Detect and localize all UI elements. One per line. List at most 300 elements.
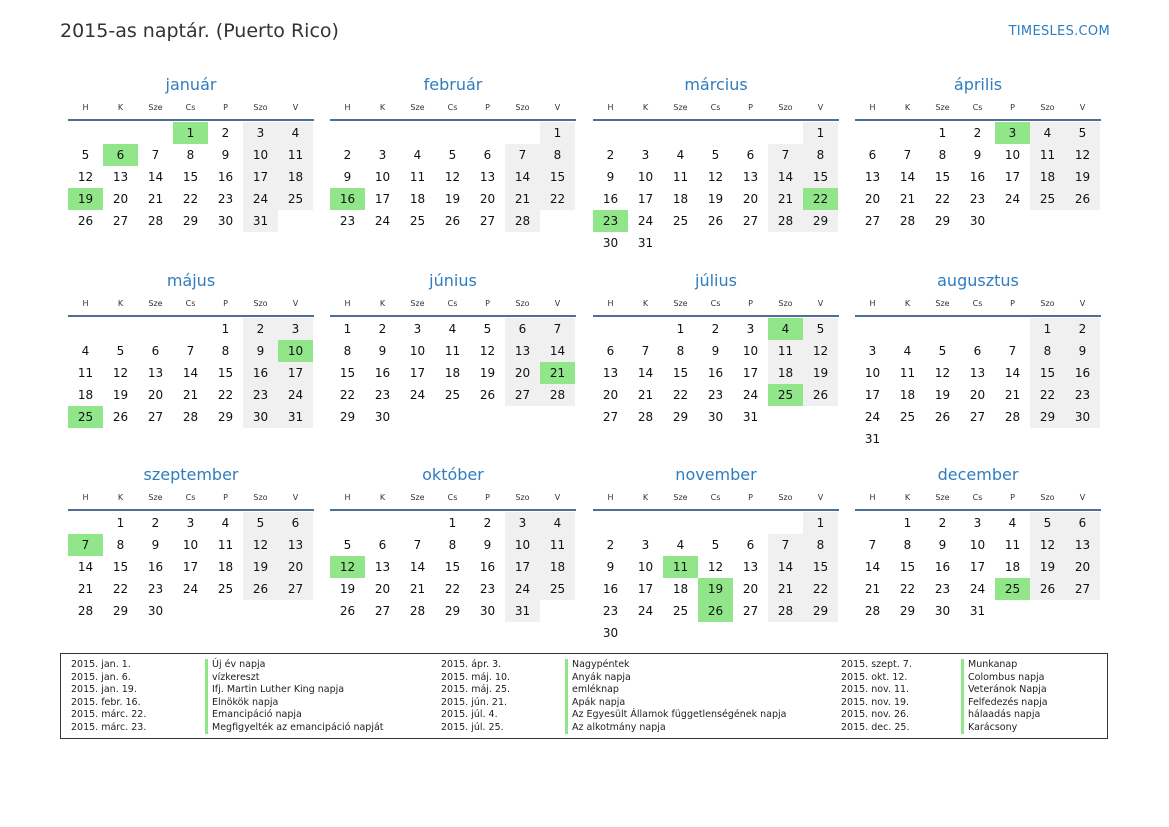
day-cell: 9 [378,344,387,358]
day-cell: 25 [672,604,689,618]
empty-cell [768,512,803,534]
day-cell: 16 [147,560,164,574]
day-cell: 31 [637,236,654,250]
empty-cell [365,512,400,534]
holiday-dates-column [841,659,912,734]
month-name: szeptember [143,465,239,484]
empty-cell [400,122,435,144]
month-name: június [429,271,477,290]
day-cell: 26 [339,604,356,618]
weekday-label: H [344,102,351,112]
day-cell: 28 [409,604,426,618]
empty-cell [470,122,505,144]
day-cell: 9 [938,538,947,552]
month-divider [68,509,314,511]
weekday-label: Sze [410,298,425,308]
day-grid [68,122,314,232]
day-cell: 27 [147,410,164,424]
day-cell: 25 [444,388,461,402]
day-cell: 22 [112,582,129,596]
weekday-label: H [82,102,89,112]
day-cell: 28 [505,210,540,232]
day-cell: 16 [479,560,496,574]
day-cell: 23 [1065,384,1100,406]
weekday-label: Cs [185,102,196,112]
day-cell: 29 [217,410,234,424]
day-cell: 8 [1030,340,1065,362]
day-cell: 5 [81,148,90,162]
empty-cell [733,512,768,534]
empty-cell [593,512,628,534]
day-cell: 10 [637,170,654,184]
weekday-label: V [554,298,561,308]
weekday-label: Sze [935,492,950,502]
weekday-label: V [817,102,824,112]
day-cell: 27 [1065,578,1100,600]
month-divider [68,119,314,121]
day-cell: 3 [641,538,650,552]
holiday-dates-column [71,659,146,734]
day-cell: 8 [676,344,685,358]
empty-cell [698,512,733,534]
day-cell: 28 [768,210,803,232]
weekday-label: P [485,102,490,112]
weekday-label: Cs [185,492,196,502]
day-cell: 24 [864,410,881,424]
weekday-label: K [379,298,386,308]
holiday-name: emléknap [565,684,786,697]
day-cell: 12 [243,534,278,556]
weekday-label: V [817,298,824,308]
day-cell: 14 [864,560,881,574]
day-cell: 18 [278,166,313,188]
weekday-label: P [223,102,228,112]
day-cell: 15 [540,166,575,188]
empty-cell [890,122,925,144]
month-name: július [695,271,737,290]
month-name: október [422,465,484,484]
day-cell: 21 [864,582,881,596]
weekday-label: Sze [935,298,950,308]
day-cell: 13 [602,366,619,380]
day-cell: 3 [413,322,422,336]
day-cell: 22 [540,188,575,210]
day-cell: 9 [151,538,160,552]
month-divider [855,509,1101,511]
day-cell: 12 [479,344,496,358]
day-cell: 26 [1065,188,1100,210]
day-cell: 30 [602,626,619,640]
day-cell: 3 [186,516,195,530]
day-cell: 9 [221,148,230,162]
day-cell: 2 [973,126,982,140]
weekday-label: K [904,298,911,308]
weekday-label: H [607,102,614,112]
holiday-date: 2015. jan. 6. [71,671,131,683]
weekday-label: Cs [447,492,458,502]
day-cell: 22 [672,388,689,402]
weekday-label: H [607,492,614,502]
holiday-name: Nagypéntek [565,659,786,672]
day-cell: 18 [899,388,916,402]
holiday-date: 2015. jan. 1. [71,659,131,670]
empty-cell [68,122,103,144]
day-cell: 5 [1030,512,1065,534]
weekday-label: Sze [410,492,425,502]
day-cell: 25 [1030,188,1065,210]
day-cell: 25 [672,214,689,228]
empty-cell [505,122,540,144]
day-cell: 24 [278,384,313,406]
day-cell: 4 [676,148,685,162]
day-cell: 12 [112,366,129,380]
day-cell: 11 [1004,538,1021,552]
month-name: február [423,75,483,94]
day-cell: 29 [803,600,838,622]
day-cell: 3 [746,322,755,336]
empty-cell [733,122,768,144]
day-cell: 10 [505,534,540,556]
day-cell: 19 [1030,556,1065,578]
weekday-label: V [817,492,824,502]
day-cell: 13 [864,170,881,184]
day-cell: 8 [448,538,457,552]
day-cell: 21 [147,192,164,206]
empty-cell [890,318,925,340]
day-cell: 10 [409,344,426,358]
holiday-date: 2015. nov. 11. [841,684,910,695]
day-cell: 4 [221,516,230,530]
day-cell: 10 [864,366,881,380]
day-cell: 1 [1030,318,1065,340]
day-cell: 23 [707,388,724,402]
day-cell: 27 [505,384,540,406]
holiday-date: 2015. szept. 7. [841,659,912,670]
month-name: december [937,465,1019,484]
weekday-label: P [1010,102,1015,112]
day-cell: 7 [903,148,912,162]
month-divider [593,315,839,317]
month-name: augusztus [937,271,1019,290]
holiday-date: 2015. nov. 26. [841,709,910,720]
day-cell: 12 [934,366,951,380]
day-cell: 7 [868,538,877,552]
holiday-date: 2015. júl. 25. [441,721,504,733]
day-cell: 25 [540,578,575,600]
day-cell: 15 [112,560,129,574]
holiday-names-column [961,659,1048,734]
day-cell: 21 [1004,388,1021,402]
empty-cell [628,122,663,144]
day-cell: 15 [803,166,838,188]
day-cell: 11 [540,534,575,556]
day-cell: 7 [768,534,803,556]
empty-cell [138,318,173,340]
day-cell: 28 [864,604,881,618]
weekday-label: H [344,298,351,308]
day-cell: 21 [409,582,426,596]
day-cell: 14 [505,166,540,188]
day-cell: 4 [676,538,685,552]
day-cell: 10 [243,144,278,166]
weekday-label: Szo [253,102,268,112]
day-cell: 8 [221,344,230,358]
day-cell: 29 [112,604,129,618]
weekday-label: Cs [972,298,983,308]
weekday-label: K [642,298,649,308]
day-cell: 30 [1065,406,1100,428]
day-cell: 1 [803,512,838,534]
weekday-label: H [869,102,876,112]
day-cell: 27 [278,578,313,600]
empty-cell [68,512,103,534]
day-cell: 25 [278,188,313,210]
day-cell: 26 [803,384,838,406]
day-cell: 21 [768,188,803,210]
day-cell: 16 [602,192,619,206]
holiday-name: Anyák napja [565,672,786,685]
weekday-label: V [1079,102,1086,112]
weekday-label: P [223,492,228,502]
day-cell: 29 [899,604,916,618]
day-grid [855,512,1101,622]
day-cell: 29 [803,210,838,232]
day-cell: 8 [803,534,838,556]
day-cell: 19 [707,192,724,206]
day-cell: 6 [973,344,982,358]
holiday-day-cell: 10 [278,340,313,362]
day-cell: 23 [243,384,278,406]
day-cell: 24 [742,388,759,402]
holiday-date: 2015. dec. 25. [841,721,910,733]
day-cell: 20 [1065,556,1100,578]
day-cell: 7 [641,344,650,358]
weekday-header [855,294,1101,312]
day-cell: 16 [934,560,951,574]
day-cell: 13 [479,170,496,184]
weekday-label: H [82,492,89,502]
day-cell: 31 [864,432,881,446]
day-cell: 26 [707,214,724,228]
day-cell: 9 [483,538,492,552]
day-cell: 2 [221,126,230,140]
day-grid [593,122,839,254]
weekday-header [593,294,839,312]
day-cell: 7 [186,344,195,358]
day-cell: 11 [1030,144,1065,166]
day-cell: 27 [742,214,759,228]
day-cell: 5 [938,344,947,358]
empty-cell [663,512,698,534]
holiday-name: Az Egyesült Államok függetlenségének napja [565,709,786,722]
day-cell: 8 [186,148,195,162]
holiday-day-cell: 11 [663,556,698,578]
day-cell: 15 [1030,362,1065,384]
day-cell: 1 [540,122,575,144]
day-cell: 1 [676,322,685,336]
holiday-day-cell: 25 [68,406,103,428]
day-cell: 13 [278,534,313,556]
day-cell: 30 [243,406,278,428]
day-cell: 4 [81,344,90,358]
day-cell: 15 [899,560,916,574]
holiday-list [60,653,1108,739]
day-cell: 28 [182,410,199,424]
weekday-label: Szo [253,492,268,502]
month-2 [330,73,576,232]
month-8 [855,269,1101,450]
day-cell: 26 [112,410,129,424]
day-cell: 10 [969,538,986,552]
weekday-label: K [379,102,386,112]
day-cell: 16 [243,362,278,384]
day-cell: 9 [343,170,352,184]
month-divider [855,315,1101,317]
day-cell: 26 [934,410,951,424]
holiday-date: 2015. nov. 19. [841,696,910,708]
brand-link[interactable]: TIMESLES.COM [1008,24,1110,39]
day-cell: 12 [707,170,724,184]
weekday-label: Sze [410,102,425,112]
empty-cell [855,512,890,534]
holiday-day-cell: 12 [330,556,365,578]
holiday-date: 2015. márc. 22. [71,709,147,720]
weekday-label: Szo [778,102,793,112]
day-cell: 26 [243,578,278,600]
holiday-day-cell: 1 [173,122,208,144]
weekday-label: P [223,298,228,308]
weekday-label: Szo [778,492,793,502]
day-cell: 15 [803,556,838,578]
month-12 [855,463,1101,622]
day-cell: 29 [339,410,356,424]
day-cell: 4 [1030,122,1065,144]
day-cell: 6 [746,538,755,552]
weekday-label: Sze [148,298,163,308]
weekday-label: V [1079,298,1086,308]
month-name: május [166,271,216,290]
day-cell: 20 [602,388,619,402]
day-cell: 19 [243,556,278,578]
month-name: január [165,75,217,94]
day-cell: 17 [1004,170,1021,184]
holiday-day-cell: 25 [768,384,803,406]
day-cell: 31 [243,210,278,232]
day-cell: 14 [899,170,916,184]
day-cell: 17 [505,556,540,578]
day-cell: 31 [742,410,759,424]
day-cell: 18 [409,192,426,206]
empty-cell [330,122,365,144]
day-cell: 5 [116,344,125,358]
day-cell: 15 [444,560,461,574]
day-cell: 15 [217,366,234,380]
day-cell: 24 [969,582,986,596]
day-cell: 22 [803,578,838,600]
day-cell: 3 [868,344,877,358]
day-cell: 14 [409,560,426,574]
day-cell: 11 [278,144,313,166]
day-cell: 27 [864,214,881,228]
day-cell: 23 [934,582,951,596]
empty-cell [103,318,138,340]
day-cell: 17 [969,560,986,574]
day-cell: 30 [969,214,986,228]
weekday-label: K [904,102,911,112]
day-cell: 18 [217,560,234,574]
day-cell: 17 [374,192,391,206]
weekday-label: K [642,492,649,502]
day-cell: 20 [112,192,129,206]
day-cell: 8 [343,344,352,358]
day-cell: 18 [77,388,94,402]
weekday-label: K [117,492,124,502]
weekday-label: Cs [447,298,458,308]
month-divider [593,509,839,511]
day-cell: 2 [378,322,387,336]
empty-cell [68,318,103,340]
empty-cell [855,122,890,144]
day-cell: 2 [343,148,352,162]
day-cell: 7 [413,538,422,552]
day-cell: 20 [147,388,164,402]
day-cell: 4 [540,512,575,534]
day-cell: 21 [637,388,654,402]
day-cell: 27 [602,410,619,424]
day-cell: 28 [77,604,94,618]
holiday-day-cell: 25 [995,578,1030,600]
holiday-names-column [205,659,384,734]
day-cell: 10 [182,538,199,552]
weekday-label: Sze [673,298,688,308]
day-cell: 13 [969,366,986,380]
day-cell: 6 [746,148,755,162]
weekday-label: Szo [515,102,530,112]
day-cell: 11 [672,170,689,184]
weekday-label: Cs [185,298,196,308]
day-cell: 5 [803,318,838,340]
weekday-label: P [1010,492,1015,502]
day-cell: 19 [1065,166,1100,188]
weekday-label: P [1010,298,1015,308]
day-cell: 28 [637,410,654,424]
weekday-header [68,98,314,116]
holiday-name: Veteránok Napja [961,684,1048,697]
month-10 [330,463,576,622]
day-cell: 13 [505,340,540,362]
holiday-name: Új év napja [205,659,384,672]
day-cell: 4 [278,122,313,144]
weekday-header [593,488,839,506]
day-cell: 10 [637,560,654,574]
day-cell: 14 [147,170,164,184]
day-cell: 19 [444,192,461,206]
day-cell: 23 [602,604,619,618]
empty-cell [698,122,733,144]
day-cell: 14 [182,366,199,380]
weekday-label: V [292,102,299,112]
weekday-label: Szo [253,298,268,308]
day-cell: 17 [742,366,759,380]
day-cell: 22 [899,582,916,596]
day-grid [855,318,1101,450]
day-cell: 29 [934,214,951,228]
day-cell: 1 [803,122,838,144]
month-3 [593,73,839,254]
day-cell: 5 [243,512,278,534]
day-cell: 22 [1030,384,1065,406]
weekday-label: Szo [1040,298,1055,308]
